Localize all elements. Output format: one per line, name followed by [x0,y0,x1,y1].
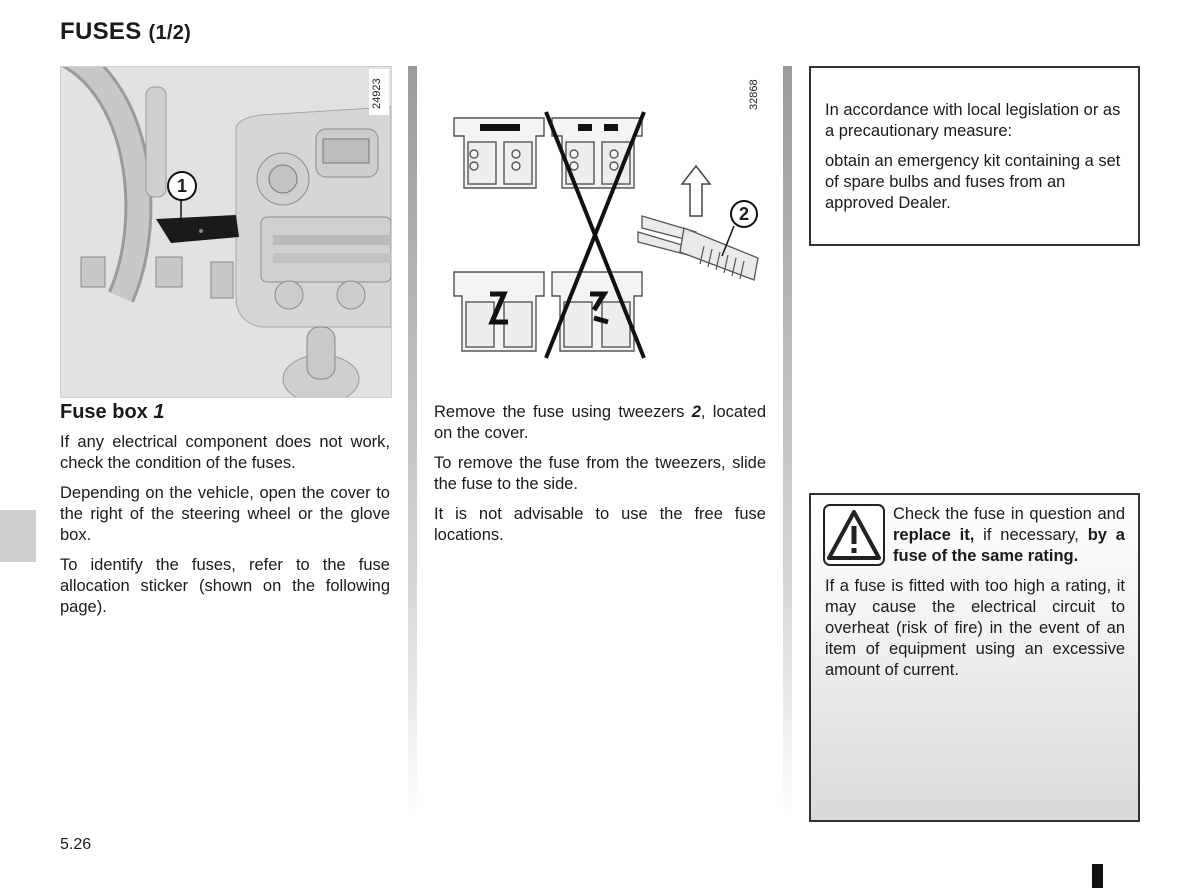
warning-paragraph: If a fuse is fitted with too high a rating, it may cause the electrical circuit to overheat (risk of fire) in the event of an item of equipment using an excessive amount of current. [825,577,1125,679]
column-2-text [434,402,766,555]
emergency-kit-note [809,66,1140,246]
chapter-tab [0,510,36,562]
note-paragraph: In accordance with local legislation or as a precautionary measure: [825,101,1121,140]
paragraph: It is not advisable to use the free fuse locations. [434,505,766,544]
fuse-box-location-illustration [60,66,392,398]
page-title [60,18,191,46]
note-paragraph: obtain an emergency kit containing a set of spare bulbs and fuses from an approved Dealer. [825,152,1121,212]
column-separator-right [783,66,792,820]
dashboard-drawing [61,67,391,397]
figure-number: 24923 [371,78,383,109]
page-number: 5.26 [60,836,92,853]
column-separator-left [408,66,417,820]
figure-number: 32868 [748,79,760,110]
title-sub: (1/2) [148,22,192,44]
callout-1: 1 [167,171,197,201]
tweezers-ref: 2 [691,403,701,421]
fuse-box-heading [60,401,390,424]
paragraph: Remove the fuse using tweezers 2, located on the cover. [434,403,766,442]
fuse-removal-illustration [434,66,768,366]
title-main: FUSES [60,18,142,45]
heading-number: 1 [153,401,165,423]
warning-paragraph: Check the fuse in question and replace it, if necessary, by a fuse of the same rating. [893,505,1125,565]
paragraph: If any electrical component does not work, check the condition of the fuses. [60,433,390,472]
callout-2: 2 [730,200,758,228]
paragraph: To identify the fuses, refer to the fuse allocation sticker (shown on the following page). [60,556,390,616]
warning-triangle-icon [823,504,885,566]
warning-box [809,493,1140,822]
paragraph: To remove the fuse from the tweezers, slide the fuse to the side. [434,454,766,493]
paragraph: Depending on the vehicle, open the cover to the right of the steering wheel or the glove box. [60,484,390,544]
heading-text: Fuse box [60,401,154,423]
fuse-drawing [434,66,768,366]
page-edge-marker [1092,864,1103,888]
column-1-text [60,401,390,627]
